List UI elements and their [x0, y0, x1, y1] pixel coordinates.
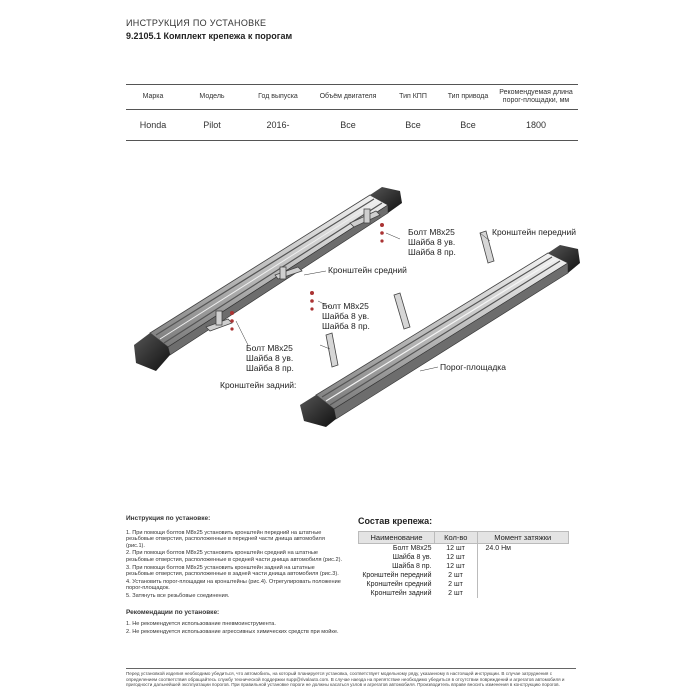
spec-engine: Все — [312, 110, 384, 141]
kit-code-title: 9.2105.1 Комплект крепежа к порогам — [126, 31, 293, 41]
label-bolt-top-text: Болт M8x25 — [408, 227, 455, 237]
kit-name: Кронштейн средний — [366, 581, 432, 588]
instructions-title: Инструкция по установке: — [126, 515, 211, 522]
label-bracket-rear: Кронштейн задний: — [220, 380, 297, 390]
instruction-step: 2. При помощи болтов M8x25 установить кронштейн средний на штатные резьбовые отверстия, расположенные в средней части днища автомобиля (рис.2). — [126, 550, 343, 563]
kit-name: Болт M8x25 — [392, 545, 432, 552]
spec-col-model: Модель — [180, 85, 244, 110]
label-bolt-top — [408, 227, 456, 257]
spec-model: Pilot — [180, 110, 244, 141]
kit-qty: 12 шт — [435, 562, 478, 571]
kit-name: Кронштейн передний — [362, 572, 432, 579]
kit-torque — [477, 571, 569, 580]
kit-col-torque: Момент затяжки — [477, 532, 569, 544]
table-row — [359, 544, 569, 554]
spec-col-drive: Тип привода — [442, 85, 494, 110]
label-washer-pr-top: Шайба 8 пр. — [408, 247, 456, 257]
spec-data-row — [126, 110, 578, 141]
kit-torque: 24.0 Нм — [485, 545, 511, 552]
spec-col-year: Год выпуска — [244, 85, 312, 110]
table-row — [359, 571, 569, 580]
instruction-step: 3. При помощи болтов M8x25 установить кронштейн задний на штатные резьбовые отверстия, расположенные в задней части днища автомобиля (рис.3). — [126, 564, 339, 578]
kit-name: Шайба 8 ув. — [392, 554, 432, 561]
spec-year: 2016- — [244, 110, 312, 141]
kit-qty: 12 шт — [435, 544, 478, 554]
kit-qty: 2 шт — [435, 589, 478, 598]
label-washer-pr-left: Шайба 8 пр. — [246, 363, 294, 373]
label-bolt-mid — [322, 301, 370, 331]
recommendation-item: 1. Не рекомендуется использование пневмоинструмента. — [126, 621, 276, 628]
spec-brand: Honda — [126, 110, 180, 141]
installation-diagram — [120, 175, 590, 435]
vehicle-spec-table — [126, 84, 578, 141]
kit-qty: 2 шт — [435, 571, 478, 580]
kit-torque — [477, 580, 569, 589]
spec-header-row — [126, 85, 578, 110]
instruction-step: 1. При помощи болтов M8x25 установить кронштейн передний на штатные резьбовые отверстия, расположенные в передней части днища автомобиля (рис.1). — [126, 529, 325, 549]
kit-col-qty: Кол-во — [435, 532, 478, 544]
installation-instructions — [126, 516, 344, 636]
label-bolt-left-text: Болт M8x25 — [246, 343, 293, 353]
kit-torque — [477, 553, 569, 562]
spec-col-gearbox: Тип КПП — [384, 85, 442, 110]
table-row — [359, 580, 569, 589]
spec-gearbox: Все — [384, 110, 442, 141]
label-bolt-left — [246, 343, 294, 373]
table-row — [359, 562, 569, 571]
table-row — [359, 589, 569, 598]
document-title: ИНСТРУКЦИЯ ПО УСТАНОВКЕ — [126, 18, 267, 28]
label-bolt-mid-text: Болт M8x25 — [322, 301, 369, 311]
spec-col-brand: Марка — [126, 85, 180, 110]
label-bracket-middle: Кронштейн средний — [328, 265, 407, 275]
kit-table — [358, 531, 569, 598]
kit-title: Состав крепежа: — [358, 516, 433, 526]
kit-torque — [477, 562, 569, 571]
recommendation-item: 2. Не рекомендуется использование агрессивных химических средств при мойке. — [126, 628, 339, 635]
kit-torque — [477, 589, 569, 598]
table-row — [359, 553, 569, 562]
label-washer-uv-top: Шайба 8 ув. — [408, 237, 456, 247]
label-washer-pr-mid: Шайба 8 пр. — [322, 321, 370, 331]
spec-drive: Все — [442, 110, 494, 141]
kit-qty: 2 шт — [435, 580, 478, 589]
footer-disclaimer: Перед установкой изделия необходимо убедиться, что автомобиль, на который планируется установка, соответствует модельному ряду, указанному в настоящей инструкции. В случае затруднения с определением соответствия обращайтесь службу технической поддержки supp@rivalauto.com. В случае наезда на препятствие необходимо убедиться в отсутствии повреждений и агрегатов автомобиля и пригодности дальнейшей эксплуатации порогов. При правильной установке пороги не должны касаться узлов и агрегатов автомобиля. Производитель вправе вносить изменения в конструкцию порогов. — [126, 668, 576, 688]
spec-col-length: Рекомендуемая длина порог-площадки, мм — [494, 85, 578, 110]
instruction-step: 4. Установить порог-площадки на кронштейны (рис.4). Отрегулировать положение порог-площадок. — [126, 578, 341, 592]
label-bracket-front: Кронштейн передний — [492, 227, 576, 237]
instruction-step: 5. Затянуть все резьбовые соединения. — [126, 592, 230, 599]
label-step: Порог-площадка — [440, 362, 506, 372]
kit-qty: 12 шт — [435, 553, 478, 562]
label-washer-uv-left: Шайба 8 ув. — [246, 353, 294, 363]
kit-name: Кронштейн задний — [370, 590, 432, 597]
kit-name: Шайба 8 пр. — [392, 563, 432, 570]
spec-col-engine: Объём двигателя — [312, 85, 384, 110]
spec-length: 1800 — [494, 110, 578, 141]
kit-header-row — [359, 532, 569, 544]
label-washer-uv-mid: Шайба 8 ув. — [322, 311, 370, 321]
kit-col-name: Наименование — [359, 532, 435, 544]
recommendations-title: Рекомендации по установке: — [126, 608, 220, 616]
